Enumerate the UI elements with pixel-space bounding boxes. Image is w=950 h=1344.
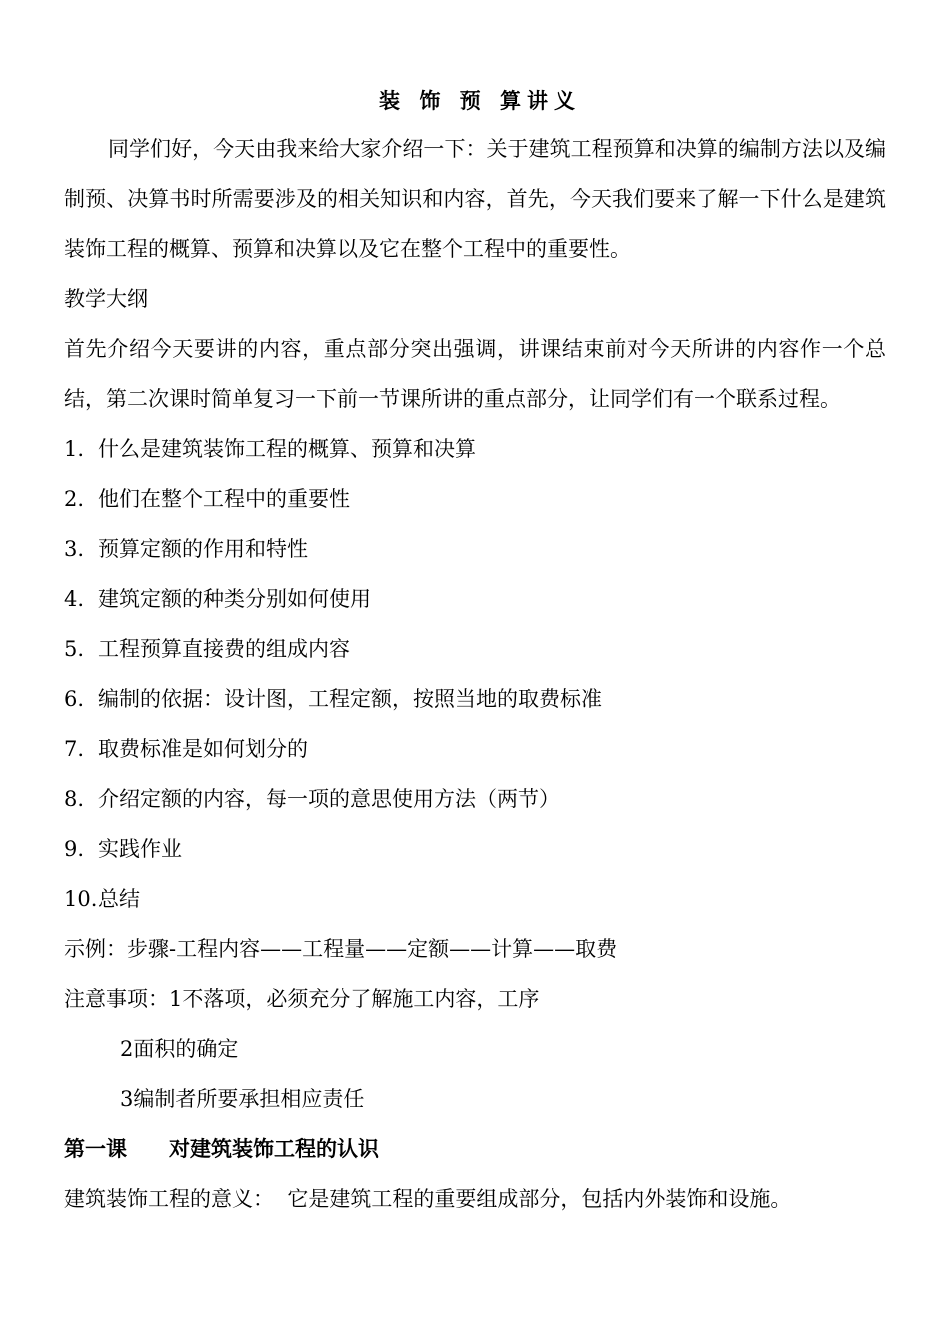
lesson-title: 对建筑装饰工程的认识 <box>169 1136 379 1161</box>
list-item-number: 9. <box>64 837 85 861</box>
meaning-line <box>64 1174 886 1224</box>
list-item-number: 5. <box>64 637 85 661</box>
notes-item: 2面积的确定 <box>120 1037 239 1061</box>
outline-list <box>64 424 886 924</box>
list-item-text: 预算定额的作用和特性 <box>98 537 308 561</box>
list-item-text: 什么是建筑装饰工程的概算、预算和决算 <box>98 437 476 461</box>
document-page <box>64 78 886 1224</box>
list-item-number: 8. <box>64 787 85 811</box>
intro-paragraph: 同学们好，今天由我来给大家介绍一下：关于建筑工程预算和决算的编制方法以及编制预、决算书时所需要涉及的相关知识和内容，首先，今天我们要来了解一下什么是建筑装饰工程的概算、预算和决算以及它在整个工程中的重要性。 <box>64 137 886 261</box>
outline-description: 首先介绍今天要讲的内容，重点部分突出强调，讲课结束前对今天所讲的内容作一个总结，第二次课时简单复习一下前一节课所讲的重点部分，让同学们有一个联系过程。 <box>64 337 886 411</box>
list-item-text: 取费标准是如何划分的 <box>98 737 308 761</box>
list-item-text: 实践作业 <box>98 837 182 861</box>
list-item-number: 10. <box>64 887 98 911</box>
list-item <box>64 774 886 824</box>
list-item-text: 工程预算直接费的组成内容 <box>98 637 350 661</box>
outline-heading: 教学大纲 <box>64 287 148 311</box>
notes-item: 1不落项，必须充分了解施工内容，工序 <box>169 987 540 1011</box>
list-item <box>64 824 886 874</box>
list-item-number: 7. <box>64 737 85 761</box>
example-line: 示例：步骤-工程内容——工程量——定额——计算——取费 <box>64 937 618 961</box>
list-item <box>64 474 886 524</box>
meaning-label: 建筑装饰工程的意义： <box>64 1187 274 1211</box>
list-item-number: 4. <box>64 587 85 611</box>
list-item <box>64 674 886 724</box>
lesson-number: 第一课 <box>64 1136 127 1161</box>
list-item <box>64 524 886 574</box>
list-item-text: 建筑定额的种类分别如何使用 <box>98 587 371 611</box>
list-item-text: 总结 <box>98 887 140 911</box>
list-item-text: 介绍定额的内容，每一项的意思使用方法（两节） <box>98 787 560 811</box>
list-item-number: 2. <box>64 487 85 511</box>
list-item <box>64 574 886 624</box>
list-item-number: 3. <box>64 537 85 561</box>
list-item-number: 1. <box>64 437 85 461</box>
list-item <box>64 724 886 774</box>
notes-label: 注意事项： <box>64 987 169 1011</box>
list-item <box>64 624 886 674</box>
list-item <box>64 424 886 474</box>
meaning-text: 它是建筑工程的重要组成部分，包括内外装饰和设施。 <box>287 1187 792 1211</box>
lesson-heading <box>64 1124 886 1174</box>
document-title: 装 饰 预 算讲义 <box>379 88 581 113</box>
notes-first-line <box>64 974 886 1024</box>
list-item <box>64 874 886 924</box>
list-item-text: 他们在整个工程中的重要性 <box>98 487 350 511</box>
list-item-number: 6. <box>64 687 85 711</box>
notes-item: 3编制者所要承担相应责任 <box>120 1087 365 1111</box>
list-item-text: 编制的依据：设计图，工程定额，按照当地的取费标准 <box>98 687 602 711</box>
